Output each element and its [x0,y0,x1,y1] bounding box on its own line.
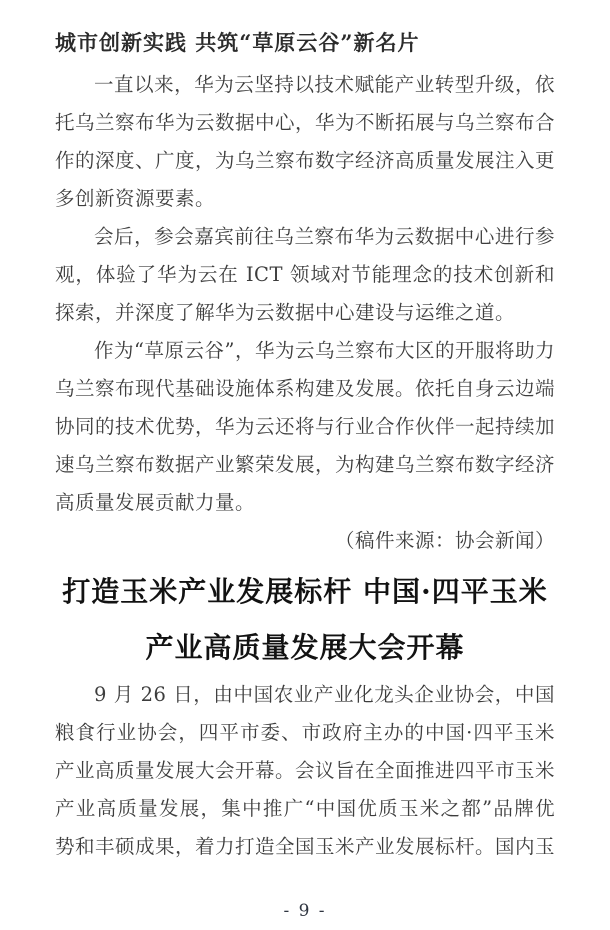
article1-title: 城市创新实践 共筑“草原云谷”新名片 [55,30,420,55]
article2-paragraph-1: 9 月 26 日，由中国农业产业化龙头企业协会，中国粮食行业协会，四平市委、市政府主办的中国·四平玉米产业高质量发展大会开幕。会议旨在全面推进四平市玉米产业高质量发展，集中推广“中国优质玉米之都”品牌优势和丰硕成果，着力打造全国玉米产业发展标杆。国内玉 [55,683,556,858]
article2-title [55,564,555,676]
article1-paragraph-3: 作为“草原云谷”，华为云乌兰察布大区的开服将助力乌兰察布现代基础设施体系构建及发展。依托自身云边端协同的技术优势，华为云还将与行业合作伙伴一起持续加速乌兰察布数据产业繁荣发展，为构建乌兰察布数字经济高质量发展贡献力量。 [55,339,556,514]
article1-paragraph-1: 一直以来，华为云坚持以技术赋能产业转型升级，依托乌兰察布华为云数据中心，华为不断拓展与乌兰察布合作的深度、广度，为乌兰察布数字经济高质量发展注入更多创新资源要素。 [55,73,556,210]
article1-source-credit: （稿件来源：协会新闻） [334,529,555,552]
article1-paragraph-2: 会后，参会嘉宾前往乌兰察布华为云数据中心进行参观，体验了华为云在 ICT 领域对节能理念的技术创新和探索，并深度了解华为云数据中心建设与运维之道。 [55,225,555,324]
article2-title-line1: 打造玉米产业发展标杆 中国·四平玉米 [62,575,548,608]
article2-title-line2: 产业高质量发展大会开幕 [145,631,465,664]
page-number: - 9 - [283,901,327,921]
